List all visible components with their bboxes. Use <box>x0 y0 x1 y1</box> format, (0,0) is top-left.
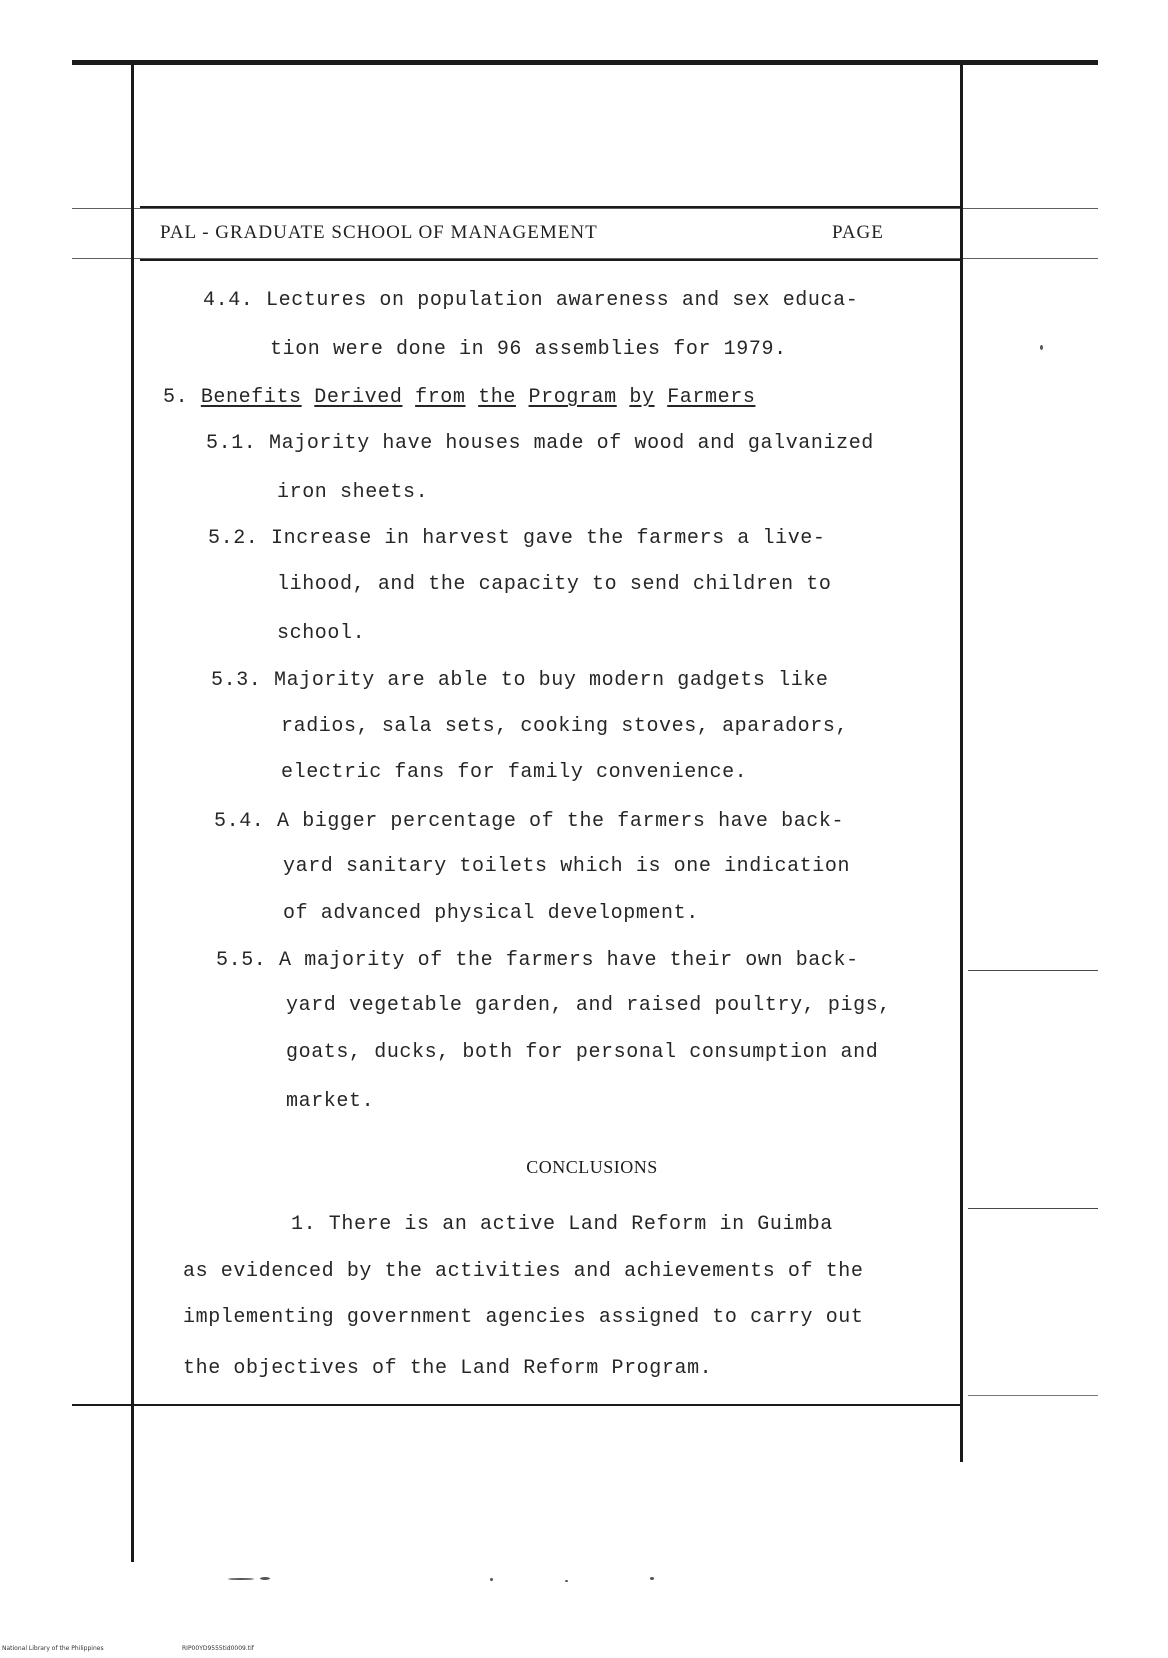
section-5-title-word: the <box>478 386 516 409</box>
section-5-title-word: Program <box>528 386 617 409</box>
section-5-title-word: Derived <box>314 386 403 409</box>
scan-speck <box>565 1580 568 1582</box>
conclusion-1-line-2: as evidenced by the activities and achievements of the <box>183 1260 864 1283</box>
item-5-2-line-3: school. <box>277 622 366 645</box>
scan-speck <box>1040 345 1043 350</box>
header-bottom-rule-inner <box>140 259 960 261</box>
file-reference: RIP00YD9555tid0009.tif <box>182 1645 254 1652</box>
section-5-title-word: Benefits <box>200 386 302 409</box>
item-5-5-line-1: 5.5. A majority of the farmers have their own back- <box>216 949 859 972</box>
item-5-5-line-4: market. <box>286 1090 375 1113</box>
item-4-4-line-1: 4.4. Lectures on population awareness and sex educa- <box>203 289 859 312</box>
scan-speck <box>650 1577 654 1580</box>
item-5-1-line-2: iron sheets. <box>277 481 429 504</box>
item-5-2-line-2: lihood, and the capacity to send children to <box>277 573 832 596</box>
right-margin-mark-3 <box>968 1395 1098 1396</box>
top-border-rule <box>72 60 1098 65</box>
item-5-5-line-3: goats, ducks, both for personal consumption and <box>286 1041 879 1064</box>
header-top-rule-inner <box>140 206 960 208</box>
section-5-heading <box>163 386 755 409</box>
item-5-4-line-1: 5.4. A bigger percentage of the farmers have back- <box>214 810 845 833</box>
header-top-rule <box>72 208 1098 209</box>
scan-speck <box>490 1578 493 1581</box>
conclusion-1-line-4: the objectives of the Land Reform Program. <box>183 1357 713 1380</box>
institution-header: PAL - GRADUATE SCHOOL OF MANAGEMENT <box>160 222 598 243</box>
library-credit: National Library of the Philippines <box>2 1645 104 1652</box>
section-5-title-word: from <box>415 386 466 409</box>
section-5-title-word: Farmers <box>667 386 756 409</box>
conclusions-heading: CONCLUSIONS <box>526 1157 658 1177</box>
item-5-5-line-2: yard vegetable garden, and raised poultry, pigs, <box>286 994 891 1017</box>
scan-speck <box>228 1578 254 1580</box>
left-margin-rule <box>131 62 134 1562</box>
item-4-4-line-2: tion were done in 96 assemblies for 1979. <box>270 338 787 361</box>
conclusion-1-line-3: implementing government agencies assigned to carry out <box>183 1306 864 1329</box>
right-margin-mark-1 <box>968 970 1098 971</box>
item-5-4-line-2: yard sanitary toilets which is one indication <box>283 855 851 878</box>
item-5-3-line-3: electric fans for family convenience. <box>281 761 748 784</box>
item-5-3-line-2: radios, sala sets, cooking stoves, aparadors, <box>281 715 849 738</box>
item-5-3-line-1: 5.3. Majority are able to buy modern gadgets like <box>211 669 829 692</box>
section-5-number: 5. <box>163 386 189 409</box>
bottom-content-rule <box>72 1404 962 1406</box>
section-5-title-word: by <box>629 386 655 409</box>
conclusion-1-line-1: 1. There is an active Land Reform in Guimba <box>291 1213 833 1236</box>
item-5-4-line-3: of advanced physical development. <box>283 902 699 925</box>
right-margin-mark-2 <box>968 1208 1098 1209</box>
page-label: PAGE <box>832 222 884 243</box>
item-5-2-line-1: 5.2. Increase in harvest gave the farmers a live- <box>208 527 826 550</box>
item-5-1-line-1: 5.1. Majority have houses made of wood and galvanized <box>206 432 874 455</box>
scan-speck <box>260 1577 270 1580</box>
right-margin-rule <box>960 62 963 1462</box>
